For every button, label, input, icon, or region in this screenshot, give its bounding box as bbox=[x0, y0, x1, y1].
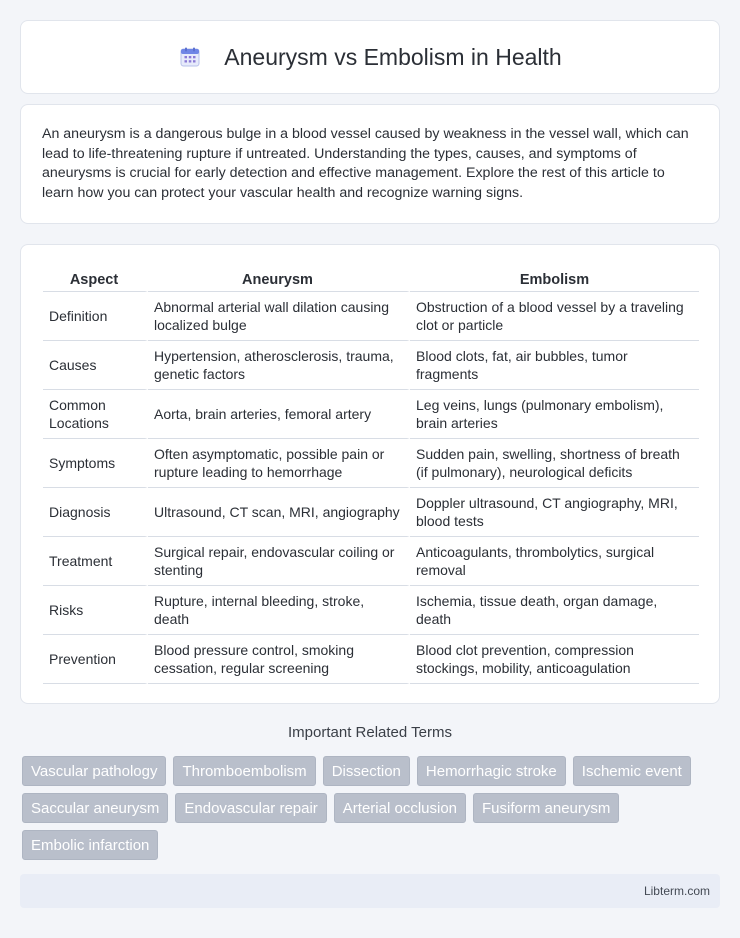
aneurysm-cell: Often asymptomatic, possible pain or rupture leading to hemorrhage bbox=[148, 439, 410, 488]
aneurysm-cell: Aorta, brain arteries, femoral artery bbox=[148, 390, 410, 439]
table-row bbox=[43, 341, 699, 390]
term-tag[interactable]: Dissection bbox=[323, 756, 410, 786]
embolism-cell: Obstruction of a blood vessel by a traveling clot or particle bbox=[410, 292, 699, 341]
intro-text: An aneurysm is a dangerous bulge in a blood vessel caused by weakness in the vessel wall, which can lead to life-threatening rupture if untreated. Understanding the types, causes, and symptoms of aneurysms is crucial for early detection and effective management. Explore the rest of this article to learn how you can protect your vascular health and recognize warning signs. bbox=[42, 126, 689, 201]
embolism-cell: Anticoagulants, thrombolytics, surgical removal bbox=[410, 537, 699, 586]
aneurysm-cell: Abnormal arterial wall dilation causing localized bulge bbox=[148, 292, 410, 341]
term-tag[interactable]: Thromboembolism bbox=[173, 756, 315, 786]
table-row bbox=[43, 390, 699, 439]
embolism-cell: Blood clots, fat, air bubbles, tumor fragments bbox=[410, 341, 699, 390]
aspect-cell: Symptoms bbox=[43, 439, 148, 488]
term-tag[interactable]: Arterial occlusion bbox=[334, 793, 466, 823]
aspect-cell: Treatment bbox=[43, 537, 148, 586]
header-aspect: Aspect bbox=[43, 265, 148, 292]
aspect-cell: Risks bbox=[43, 586, 148, 635]
aspect-cell: Definition bbox=[43, 292, 148, 341]
aneurysm-cell: Hypertension, atherosclerosis, trauma, genetic factors bbox=[148, 341, 410, 390]
term-tag[interactable]: Endovascular repair bbox=[175, 793, 326, 823]
aneurysm-cell: Ultrasound, CT scan, MRI, angiography bbox=[148, 488, 410, 537]
aspect-cell: Causes bbox=[43, 341, 148, 390]
term-tag[interactable]: Embolic infarction bbox=[22, 830, 158, 860]
table-header-row bbox=[43, 265, 699, 292]
footer bbox=[20, 874, 720, 908]
page-title: Aneurysm vs Embolism in Health bbox=[224, 43, 562, 70]
header-card bbox=[20, 20, 720, 94]
table-row bbox=[43, 292, 699, 341]
related-terms-list bbox=[22, 756, 722, 860]
embolism-cell: Blood clot prevention, compression stockings, mobility, anticoagulation bbox=[410, 635, 699, 684]
embolism-cell: Doppler ultrasound, CT angiography, MRI, blood tests bbox=[410, 488, 699, 537]
aspect-cell: Common Locations bbox=[43, 390, 148, 439]
comparison-table bbox=[43, 265, 699, 684]
aneurysm-cell: Rupture, internal bleeding, stroke, death bbox=[148, 586, 410, 635]
embolism-cell: Sudden pain, swelling, shortness of breath (if pulmonary), neurological deficits bbox=[410, 439, 699, 488]
header-aneurysm: Aneurysm bbox=[148, 265, 410, 292]
aneurysm-cell: Blood pressure control, smoking cessation, regular screening bbox=[148, 635, 410, 684]
embolism-cell: Ischemia, tissue death, organ damage, death bbox=[410, 586, 699, 635]
comparison-card bbox=[20, 244, 720, 704]
embolism-cell: Leg veins, lungs (pulmonary embolism), brain arteries bbox=[410, 390, 699, 439]
aspect-cell: Prevention bbox=[43, 635, 148, 684]
table-row bbox=[43, 635, 699, 684]
related-terms-title: Important Related Terms bbox=[288, 724, 452, 741]
footer-site-link[interactable]: Libterm.com bbox=[643, 884, 710, 898]
aneurysm-cell: Surgical repair, endovascular coiling or stenting bbox=[148, 537, 410, 586]
table-row bbox=[43, 537, 699, 586]
term-tag[interactable]: Hemorrhagic stroke bbox=[417, 756, 566, 786]
intro-card bbox=[20, 104, 720, 224]
table-row bbox=[43, 488, 699, 537]
table-row bbox=[43, 439, 699, 488]
table-row bbox=[43, 586, 699, 635]
title-wrap bbox=[178, 44, 561, 71]
term-tag[interactable]: Vascular pathology bbox=[22, 756, 166, 786]
header-embolism: Embolism bbox=[410, 265, 699, 292]
term-tag[interactable]: Saccular aneurysm bbox=[22, 793, 168, 823]
term-tag[interactable]: Fusiform aneurysm bbox=[473, 793, 619, 823]
aspect-cell: Diagnosis bbox=[43, 488, 148, 537]
calendar-icon bbox=[178, 45, 202, 69]
term-tag[interactable]: Ischemic event bbox=[573, 756, 691, 786]
